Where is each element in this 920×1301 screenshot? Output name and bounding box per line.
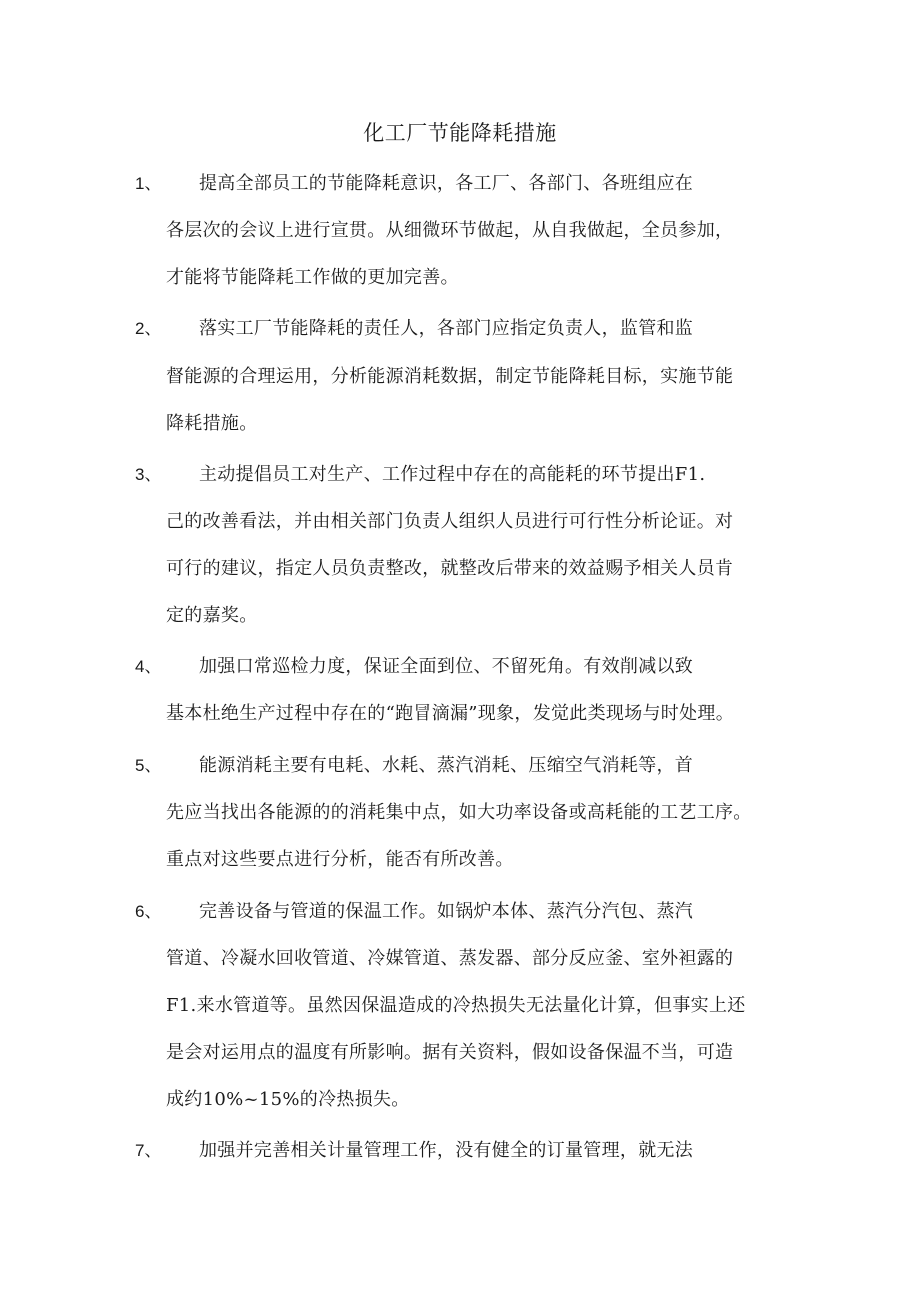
item-6-line-2: 管道、冷凝水回收管道、冷媒管道、蒸发器、部分反应釜、室外袒露的 [166, 948, 734, 969]
item-5-number: 5、 [135, 756, 162, 775]
item-1-line-1: 提高全部员工的节能降耗意识，各工厂、各部门、各班组应在 [199, 173, 694, 194]
item-4-number: 4、 [135, 657, 162, 676]
item-6-line-4: 是会对运用点的温度有所影响。据有关资料，假如设备保温不当，可造 [166, 1042, 734, 1063]
item-2-line-2: 督能源的合理运用，分析能源消耗数据，制定节能降耗目标，实施节能 [166, 366, 734, 387]
item-5-line-1: 能源消耗主要有电耗、水耗、蒸汽消耗、压缩空气消耗等，首 [199, 755, 694, 776]
item-1-line-2: 各层次的会议上进行宣贯。从细微环节做起，从自我做起，全员参加， [166, 220, 734, 241]
item-3-line-4: 定的嘉奖。 [166, 605, 258, 626]
item-3-line-1: 主动提倡员工对生产、工作过程中存在的高能耗的环节提出F1. [199, 464, 706, 485]
item-3-line-2: 己的改善看法，并由相关部门负责人组织人员进行可行性分析论证。对 [166, 511, 734, 532]
item-3-line-3: 可行的建议，指定人员负责整改，就整改后带来的效益赐予相关人员肯 [166, 558, 734, 579]
item-1-number: 1、 [135, 174, 162, 193]
item-7-line-1: 加强并完善相关计量管理工作，没有健全的订量管理，就无法 [199, 1140, 694, 1161]
item-5-line-2: 先应当找出各能源的的消耗集中点，如大功率设备或高耗能的工艺工序。 [166, 802, 752, 823]
item-1-line-3: 才能将节能降耗工作做的更加完善。 [166, 267, 459, 288]
page-title: 化工厂节能降耗措施 [363, 121, 557, 145]
item-2-number: 2、 [135, 319, 162, 338]
item-6-number: 6、 [135, 902, 162, 921]
item-5-line-3: 重点对这些要点进行分析，能否有所改善。 [166, 849, 514, 870]
item-4-line-2: 基本杜绝生产过程中存在的“跑冒滴漏”现象，发觉此类现场与时处理。 [166, 703, 735, 724]
item-2-line-1: 落实工厂节能降耗的责任人，各部门应指定负责人，监管和监 [199, 318, 694, 339]
item-6-line-1: 完善设备与管道的保温工作。如锅炉本体、蒸汽分汽包、蒸汽 [199, 901, 694, 922]
item-6-line-5: 成约10%~15%的冷热损失。 [166, 1089, 410, 1110]
item-4-line-1: 加强口常巡检力度，保证全面到位、不留死角。有效削减以致 [199, 656, 694, 677]
item-2-line-3: 降耗措施。 [166, 413, 258, 434]
item-3-number: 3、 [135, 465, 162, 484]
item-7-number: 7、 [135, 1141, 162, 1160]
item-6-line-3: F1.来水管道等。虽然因保温造成的冷热损失无法量化计算，但事实上还 [166, 995, 746, 1016]
